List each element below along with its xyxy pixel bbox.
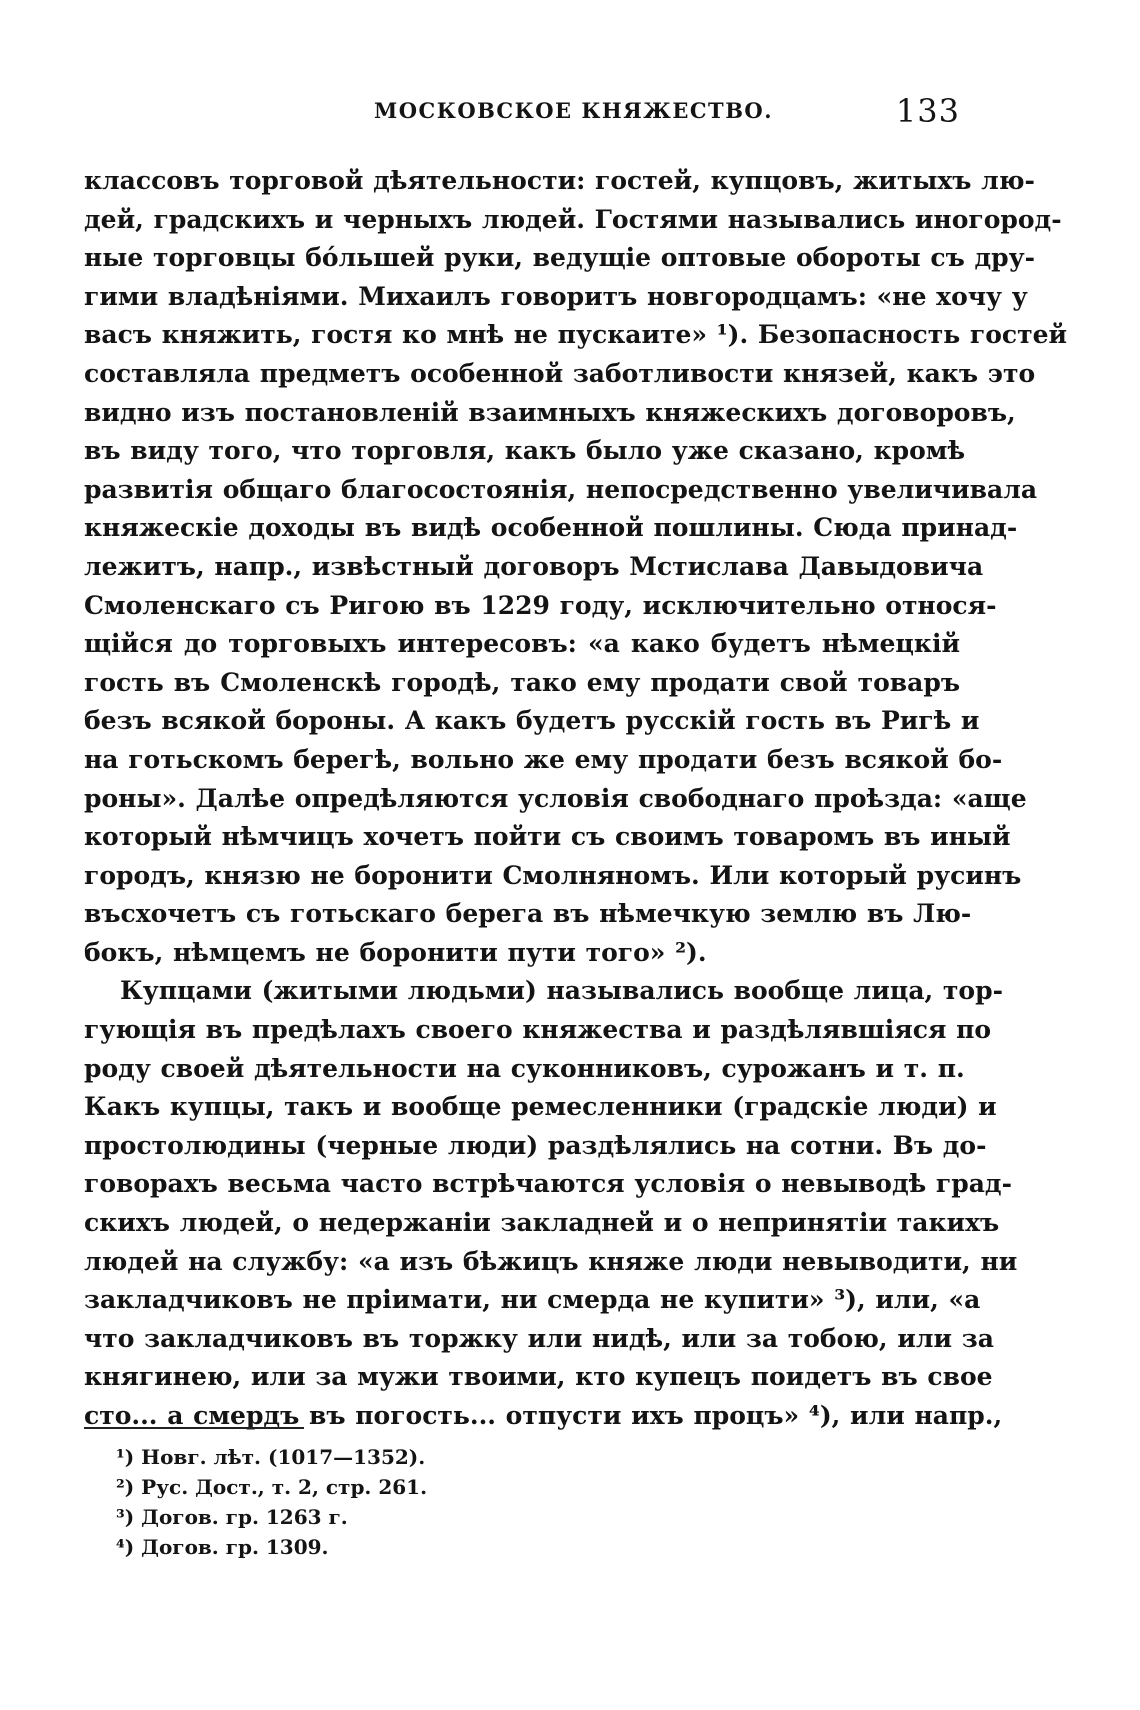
page-number: 133 xyxy=(895,92,960,130)
text-line: Какъ купцы, такъ и вообще ремесленники (градскіе люди) и xyxy=(84,1092,997,1122)
text-line: составляла предметъ особенной заботливости князей, какъ это xyxy=(84,358,1036,388)
text-line: въсхочетъ съ готьскаго берега въ нѣмечкую землю въ Лю- xyxy=(84,899,972,929)
text-line: лежитъ, напр., извѣстный договоръ Мстислава Давыдовича xyxy=(84,551,984,581)
book-page xyxy=(84,0,1068,1710)
text-line: который нѣмчицъ хочетъ пойти съ своимъ товаромъ въ иный xyxy=(84,822,1011,852)
text-line: на готьскомъ берегѣ, вольно же ему продати безъ всякой бо- xyxy=(84,744,1003,774)
text-line: видно изъ постановленій взаимныхъ княжескихъ договоровъ, xyxy=(84,397,1016,427)
text-line: классовъ торговой дѣятельности: гостей, купцовъ, житыхъ лю- xyxy=(84,166,1035,195)
page-header xyxy=(84,92,960,132)
footnote-2: ²) Рус. Дост., т. 2, стр. 261. xyxy=(116,1475,428,1499)
text-line: городъ, князю не боронити Смолняномъ. Или который русинъ xyxy=(84,860,1022,890)
text-line: гими владѣніями. Михаилъ говоритъ новгородцамъ: «не хочу у xyxy=(84,281,1028,311)
text-line: княжескіе доходы въ видѣ особенной пошлины. Сюда принад- xyxy=(84,513,1018,543)
text-line: княгинею, или за мужи твоими, кто купецъ поидетъ въ свое xyxy=(84,1362,993,1392)
footnote-4: ⁴) Догов. гр. 1309. xyxy=(116,1535,329,1559)
text-line: безъ всякой бороны. А какъ будетъ русскій гость въ Ригѣ и xyxy=(84,706,980,736)
text-line: Купцами (житыми людьми) назывались вообще лица, тор- xyxy=(120,976,1003,1006)
text-line: сто... а смердъ въ погость... отпусти ихъ процъ» ⁴), или напр., xyxy=(84,1401,1003,1430)
text-line: бокъ, нѣмцемъ не боронити пути того» ²). xyxy=(84,937,707,967)
footnote-1: ¹) Новг. лѣт. (1017—1352). xyxy=(116,1445,426,1469)
text-line: развитія общаго благосостоянія, непосредственно увеличивала xyxy=(84,474,1038,504)
footnote-3: ³) Догов. гр. 1263 г. xyxy=(116,1505,348,1529)
text-line: роду своей дѣятельности на суконниковъ, сурожанъ и т. п. xyxy=(84,1053,965,1083)
text-line: васъ княжить, гостя ко мнѣ не пускаите» ¹). Безопасность гостей xyxy=(84,320,1068,350)
text-line: щійся до торговыхъ интересовъ: «а како будетъ нѣмецкій xyxy=(84,629,960,659)
text-line: дей, градскихъ и черныхъ людей. Гостями назывались иногород- xyxy=(84,204,1062,234)
text-line: Смоленскаго съ Ригою въ 1229 году, исключительно относя- xyxy=(84,590,997,620)
text-line: что закладчиковъ въ торжку или нидѣ, или за тобою, или за xyxy=(84,1323,994,1353)
text-line: ные торговцы бóльшей руки, ведущіе оптовые обороты съ дру- xyxy=(84,243,1036,273)
text-line: роны». Далѣе опредѣляются условія свободнаго проѣзда: «аще xyxy=(84,783,1027,813)
footnotes xyxy=(116,1442,716,1562)
body-text xyxy=(84,162,1068,1436)
text-line: въ виду того, что торговля, какъ было уже сказано, кромѣ xyxy=(84,436,966,466)
text-line: гующія въ предѣлахъ своего княжества и раздѣлявшіяся по xyxy=(84,1015,992,1045)
text-line: закладчиковъ не пріимати, ни смерда не купити» ³), или, «а xyxy=(84,1285,981,1315)
text-line: простолюдины (черные люди) раздѣлялись на сотни. Въ до- xyxy=(84,1130,987,1160)
text-line: говорахъ весьма часто встрѣчаются условія о невыводѣ град- xyxy=(84,1169,1012,1199)
running-title: МОСКОВСКОЕ КНЯЖЕСТВО. xyxy=(374,98,774,123)
footnote-divider xyxy=(84,1427,304,1429)
paragraph-2 xyxy=(84,972,1018,1435)
text-line: людей на службу: «а изъ бѣжицъ княже люди невыводити, ни xyxy=(84,1246,1018,1276)
paragraph-1 xyxy=(84,162,1068,972)
text-line: гость въ Смоленскѣ городѣ, тако ему продати свой товаръ xyxy=(84,667,960,697)
text-line: скихъ людей, о недержаніи закладней и о непринятіи такихъ xyxy=(84,1208,1000,1238)
